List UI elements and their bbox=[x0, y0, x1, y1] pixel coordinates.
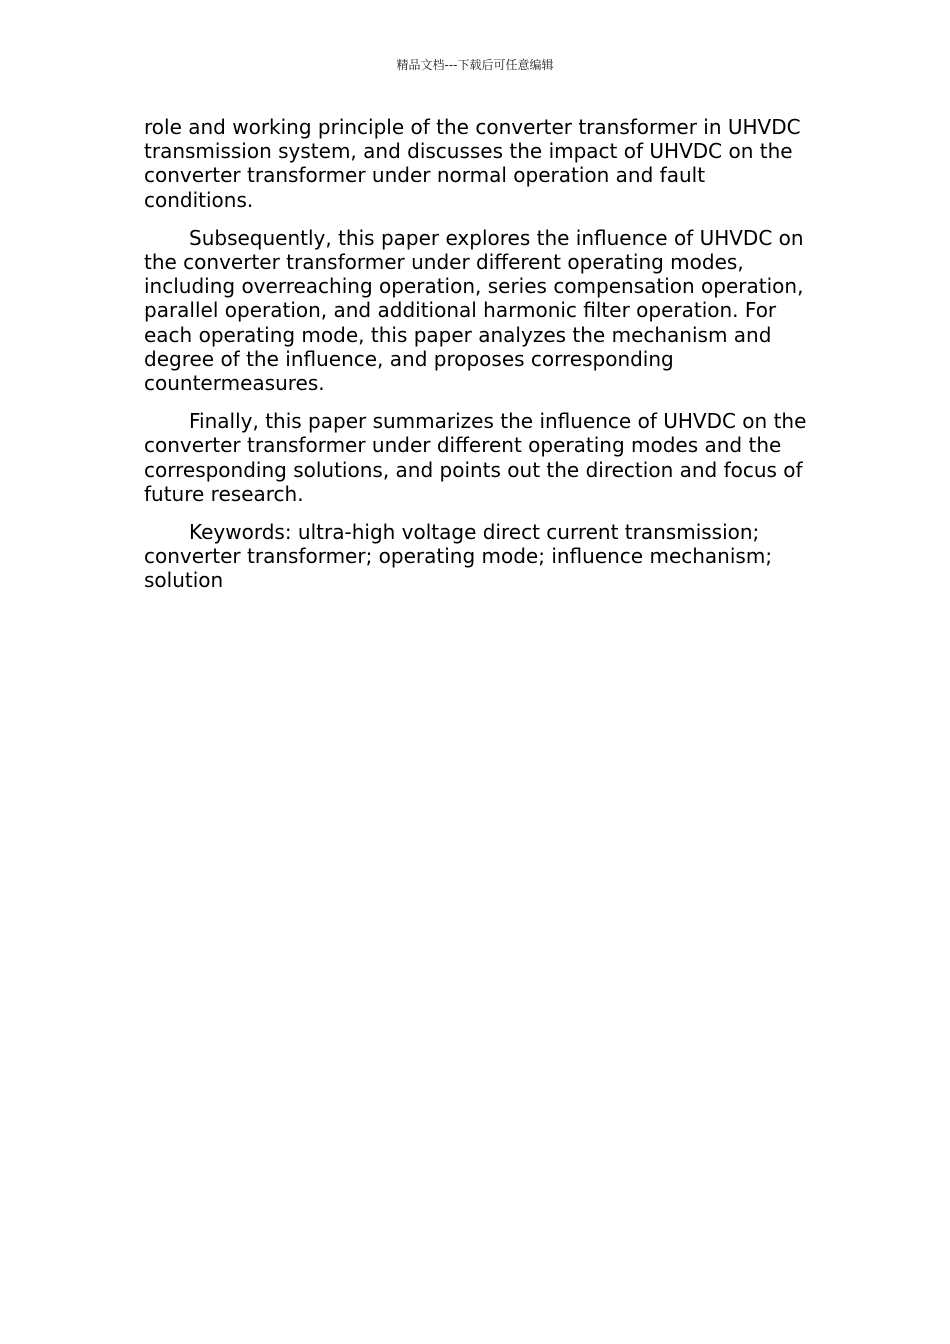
paragraph-summary: Finally, this paper summarizes the influence of UHVDC on the converter transformer under different operating modes and the corresponding solutions, and points out the direction and focus of future research. bbox=[144, 409, 807, 506]
paragraph-continuation: role and working principle of the converter transformer in UHVDC transmission system, and discusses the impact of UHVDC on the converter transformer under normal operation and fault conditions. bbox=[144, 115, 801, 212]
page-header: 精品文档---下载后可任意编辑 bbox=[396, 58, 554, 72]
body-text bbox=[144, 115, 816, 607]
paragraph-operating-modes: Subsequently, this paper explores the influence of UHVDC on the converter transformer under different operating modes, including overreaching operation, series compensation operation, parallel operation, and additional harmonic filter operation. For each operating mode, this paper analyzes the mechanism and degree of the influence, and proposes corresponding countermeasures. bbox=[144, 225, 804, 396]
paragraph-keywords: Keywords: ultra-high voltage direct current transmission; converter transformer; operating mode; influence mechanism; solution bbox=[144, 520, 773, 593]
